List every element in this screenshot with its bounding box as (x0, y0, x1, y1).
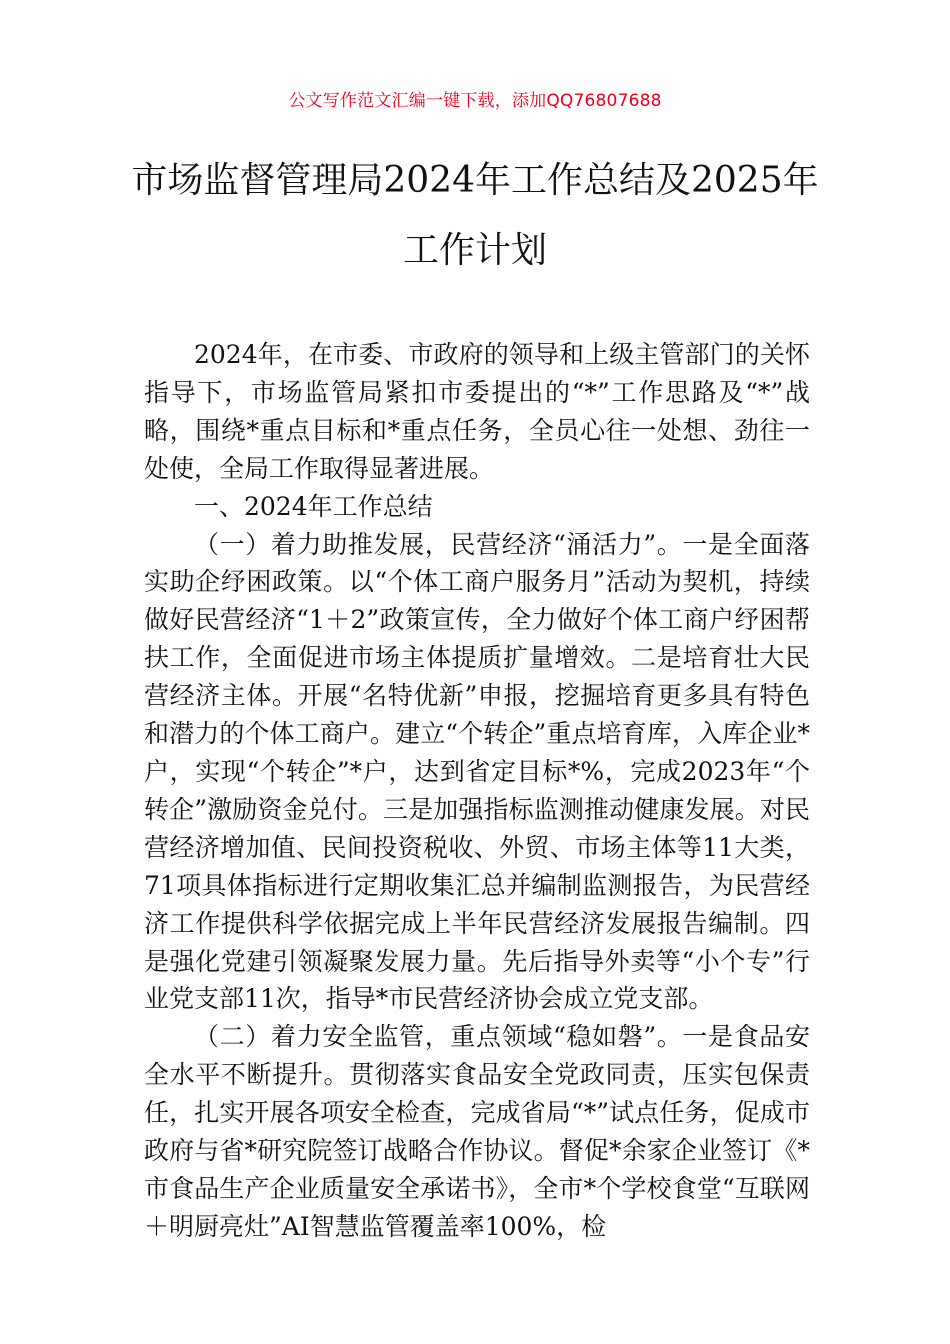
intro-paragraph: 2024年，在市委、市政府的领导和上级主管部门的关怀指导下，市场监管局紧扣市委提出的“*”工作思路及“*”战略，围绕*重点目标和*重点任务，全员心往一处想、劲往一处使，全局工作取得显著进展。 (144, 340, 810, 483)
watermark-text: 公文写作范文汇编一键下载，添加QQ76807688 (288, 91, 662, 111)
section-heading: 一、2024年工作总结 (194, 491, 433, 521)
document-title-line-1: 市场监督管理局2024年工作总结及2025年 (131, 160, 819, 201)
body-paragraph: （一）着力助推发展，民营经济“涌活力”。一是全面落实助企纾困政策。以“个体工商户服务月”活动为契机，持续做好民营经济“1＋2”政策宣传，全力做好个体工商户纾困帮扶工作，全面促进市场主体提质扩量增效。二是培育壮大民营经济主体。开展“名特优新”申报，挖掘培育更多具有特色和潜力的个体工商户。建立“个转企”重点培育库，入库企业*户，实现“个转企”*户，达到省定目标*%，完成2023年“个转企”激励资金兑付。三是加强指标监测推动健康发展。对民营经济增加值、民间投资税收、外贸、市场主体等11大类，71项具体指标进行定期收集汇总并编制监测报告，为民营经济工作提供科学依据完成上半年民营经济发展报告编制。四是强化党建引领凝聚发展力量。先后指导外卖等“小个专”行业党支部11次，指导*市民营经济协会成立党支部。 (144, 529, 810, 1014)
document-title-line-2: 工作计划 (402, 230, 547, 271)
document-body (144, 336, 810, 1246)
body-paragraph: （二）着力安全监管，重点领域“稳如磐”。一是食品安全水平不断提升。贯彻落实食品安全党政同责，压实包保责任，扎实开展各项安全检查，完成省局“*”试点任务，促成市政府与省*研究院签订战略合作协议。督促*余家企业签订《*市食品生产企业质量安全承诺书》，全市*个学校食堂“互联网＋明厨亮灶”AI智慧监管覆盖率100%，检 (144, 1022, 810, 1241)
